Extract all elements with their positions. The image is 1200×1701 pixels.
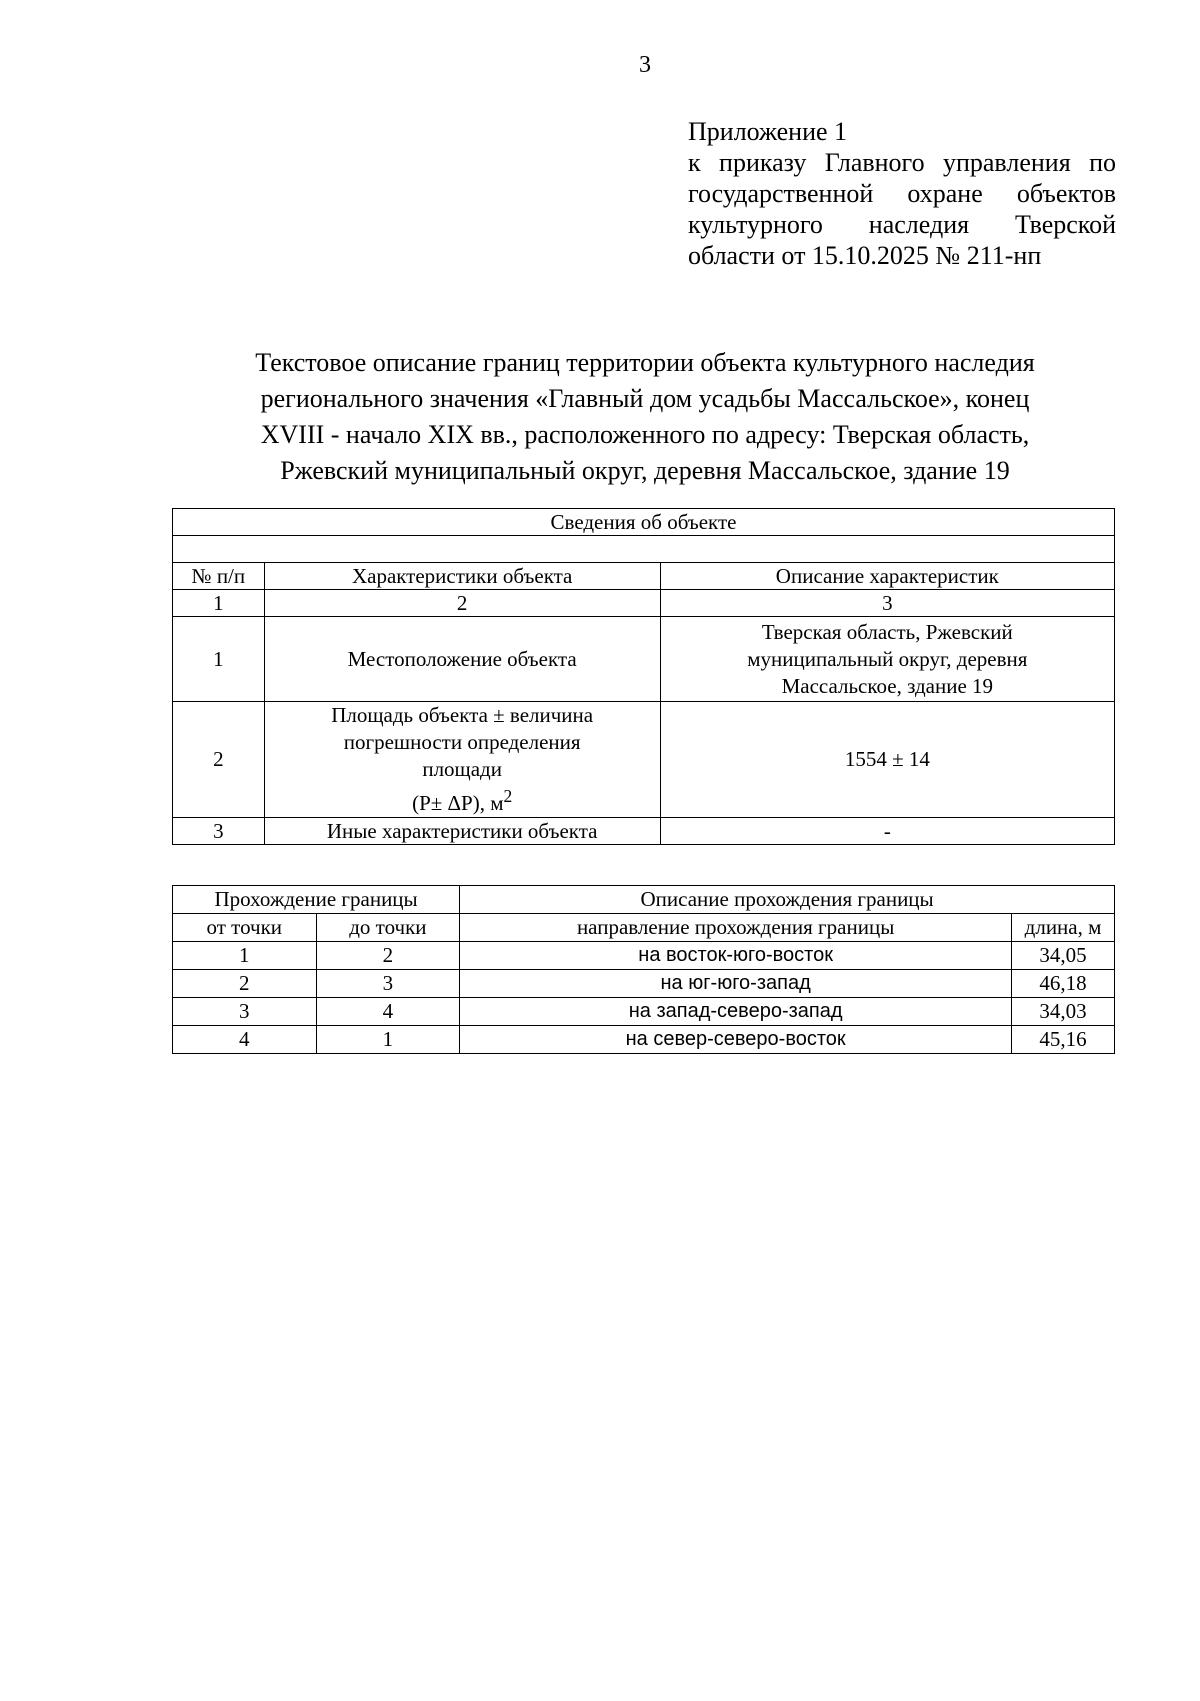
- column-header: направление прохождения границы: [460, 914, 1012, 942]
- empty-row: [173, 536, 1115, 563]
- from-point: 3: [173, 998, 317, 1026]
- description-line: Массальское, здание 19: [781, 673, 994, 698]
- description-cell: [660, 617, 1114, 702]
- table-row: [173, 970, 1115, 998]
- description-line: Тверская область, Ржевский: [761, 619, 1013, 644]
- table-row: [173, 702, 1115, 818]
- table-row: [173, 1026, 1115, 1054]
- to-point: 1: [316, 1026, 460, 1054]
- characteristic-line: (P± ΔP), м: [412, 791, 504, 815]
- column-number: 3: [660, 590, 1114, 617]
- row-number: 3: [173, 818, 265, 845]
- boundary-table: [172, 885, 1115, 1054]
- from-point: 1: [173, 942, 317, 970]
- title-line: Текстовое описание границ территории объекта культурного наследия: [255, 348, 1035, 377]
- column-header: от точки: [173, 914, 317, 942]
- title-line: Ржевский муниципальный округ, деревня Массальское, здание 19: [280, 456, 1010, 485]
- object-info-header: Сведения об объекте: [173, 509, 1115, 536]
- table-row: [173, 617, 1115, 702]
- column-header: Описание характеристик: [660, 563, 1114, 590]
- description-cell: 1554 ± 14: [660, 702, 1114, 818]
- description-line: муниципальный округ, деревня: [747, 646, 1028, 671]
- table-row: [173, 942, 1115, 970]
- length: 34,03: [1012, 998, 1115, 1026]
- column-header: Характеристики объекта: [264, 563, 660, 590]
- page-number: 3: [639, 52, 651, 78]
- column-header: № п/п: [173, 563, 265, 590]
- table-row: [173, 818, 1115, 845]
- appendix-line: Приложение 1: [688, 117, 848, 146]
- document-title: [190, 345, 1100, 489]
- direction: на север-северо-восток: [460, 1026, 1012, 1054]
- to-point: 2: [316, 942, 460, 970]
- characteristic-cell: [264, 702, 660, 818]
- title-line: XVIII - начало XIX вв., расположенного по адресу: Тверская область,: [260, 420, 1030, 449]
- characteristic-line: погрешности определения: [343, 730, 581, 754]
- appendix-line: государственной охране объектов: [688, 179, 1116, 208]
- characteristic-line: площади: [422, 757, 502, 781]
- column-number: 2: [264, 590, 660, 617]
- column-header: до точки: [316, 914, 460, 942]
- length: 46,18: [1012, 970, 1115, 998]
- to-point: 4: [316, 998, 460, 1026]
- column-number: 1: [173, 590, 265, 617]
- from-point: 4: [173, 1026, 317, 1054]
- direction: на восток-юго-восток: [460, 942, 1012, 970]
- characteristic-line: Площадь объекта ± величина: [331, 703, 594, 727]
- from-point: 2: [173, 970, 317, 998]
- row-number: 2: [173, 702, 265, 818]
- appendix-line: к приказу Главного управления по: [688, 148, 1116, 177]
- appendix-block: [688, 116, 1116, 271]
- object-info-table: [172, 508, 1115, 845]
- length: 34,05: [1012, 942, 1115, 970]
- column-header: длина, м: [1012, 914, 1115, 942]
- boundary-header-right: Описание прохождения границы: [460, 886, 1115, 914]
- title-line: регионального значения «Главный дом усадьбы Массальское», конец: [260, 384, 1030, 413]
- characteristic-cell: Местоположение объекта: [264, 617, 660, 702]
- direction: на юг-юго-запад: [460, 970, 1012, 998]
- appendix-line: культурного наследия Тверской: [688, 210, 1116, 239]
- to-point: 3: [316, 970, 460, 998]
- description-cell: -: [660, 818, 1114, 845]
- row-number: 1: [173, 617, 265, 702]
- table-row: [173, 998, 1115, 1026]
- boundary-header-left: Прохождение границы: [173, 886, 460, 914]
- unit-superscript: 2: [503, 786, 513, 806]
- characteristic-cell: Иные характеристики объекта: [264, 818, 660, 845]
- appendix-line: области от 15.10.2025 № 211-нп: [688, 241, 1042, 270]
- length: 45,16: [1012, 1026, 1115, 1054]
- direction: на запад-северо-запад: [460, 998, 1012, 1026]
